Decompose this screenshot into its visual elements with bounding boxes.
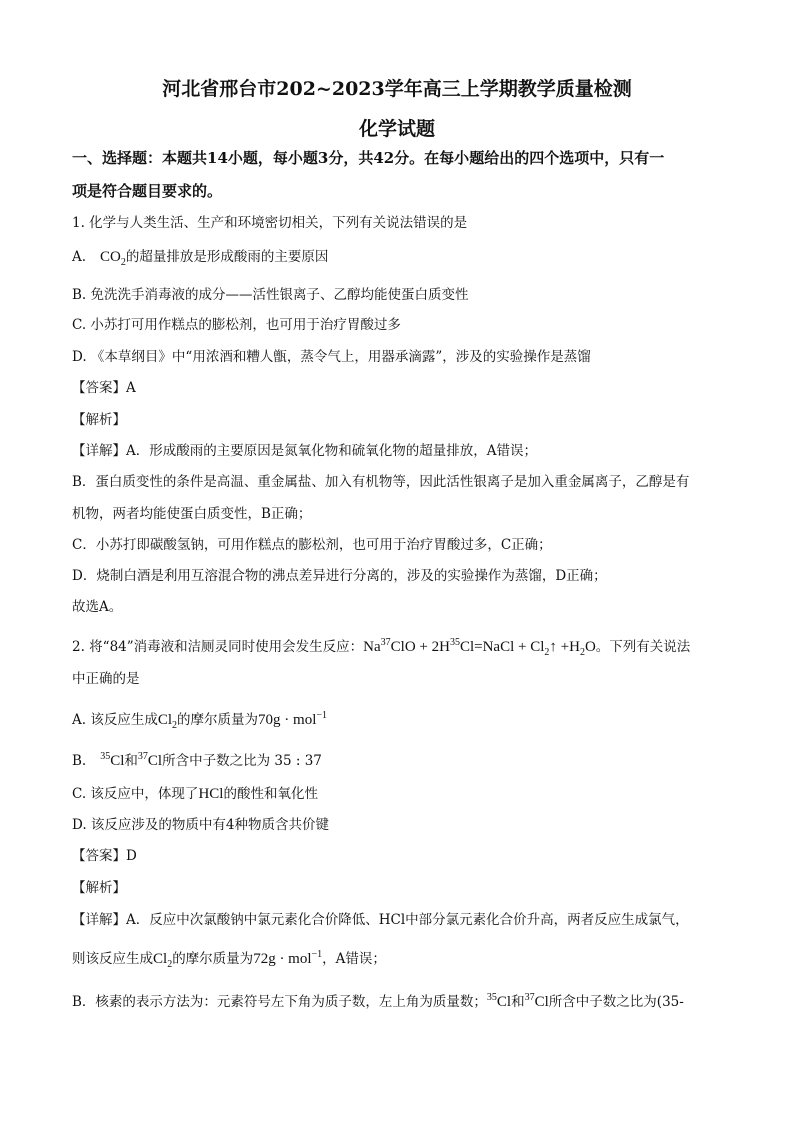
q1-option-a-formula — [100, 249, 126, 268]
eq-part: ↑ +H — [549, 639, 580, 655]
q2-detail-3-prefix: B．核素的表示方法为：元素符号左下角为质子数，左上角为质量数； — [72, 994, 487, 1010]
q2-detail-2 — [72, 945, 724, 975]
q1-stem: 1. 化学与人类生活、生产和环境密切相关，下列有关说法错误的是 — [72, 215, 468, 231]
q2-answer: 【答案】D — [72, 848, 137, 864]
q2-option-a-value — [258, 712, 327, 728]
eq-part: Na — [363, 639, 381, 655]
value-superscript: −1 — [311, 949, 323, 960]
isotope-symbol: Cl — [147, 753, 163, 769]
q2-option-c — [72, 784, 724, 804]
q2-option-b-isotope2 — [138, 753, 162, 769]
q1-option-c: C. 小苏打可用作糕点的膨松剂，也可用于治疗胃酸过多 — [72, 317, 401, 333]
q2-option-c-formula: HCl — [198, 786, 224, 802]
q2-analysis-label: 【解析】 — [72, 880, 126, 896]
eq-subscript: 2 — [579, 647, 585, 658]
q2-detail-2-prefix: 则该反应生成 — [72, 951, 153, 967]
value-superscript: −1 — [316, 710, 328, 721]
q2-option-c-prefix: C. 该反应中，体现了 — [72, 786, 199, 802]
eq-part: ClO + 2H — [390, 639, 450, 655]
q2-option-a-mid: 的摩尔质量为 — [177, 712, 259, 728]
isotope-mass: 35 — [486, 992, 497, 1003]
q2-option-b-label: B. — [72, 753, 87, 769]
q1-answer: 【答案】A — [72, 380, 136, 396]
document-title: 河北省邢台市202~2023学年高三上学期教学质量检测 — [162, 78, 632, 100]
q2-option-b-text: 所含中子数之比为 35 : 37 — [162, 753, 322, 769]
q2-option-b-mid: 和 — [124, 753, 138, 769]
q1-detail-1: 【详解】A．形成酸雨的主要原因是氮氧化物和硫氧化物的超量排放，A错误； — [72, 443, 537, 459]
eq-superscript: 37 — [380, 637, 391, 648]
q2-option-c-text: 的酸性和氧化性 — [223, 786, 318, 802]
formula-text: Cl — [157, 712, 173, 728]
q2-equation — [363, 637, 596, 658]
isotope-mass: 35 — [100, 751, 111, 762]
q2-detail-2-formula — [153, 951, 173, 970]
q2-stem-line2: 中正确的是 — [72, 671, 140, 687]
q2-stem-suffix: 。下列有关说法 — [595, 639, 691, 655]
value-text: 72g · mol — [253, 951, 312, 967]
q2-option-a-formula — [157, 712, 178, 731]
q1-detail-3: C．小苏打即碳酸氢钠，可用作糕点的膨松剂，也可用于治疗胃酸过多，C正确； — [72, 537, 552, 553]
q2-detail-3-isotope1 — [487, 994, 511, 1010]
q2-detail-2-mid: 的摩尔质量为 — [172, 951, 254, 967]
eq-part: Cl=NaCl + Cl — [459, 639, 545, 655]
q1-detail-4: D．烧制白酒是利用互溶混合物的沸点差异进行分离的，涉及的实验操作为蒸馏，D正确； — [72, 568, 607, 584]
q1-detail-2b: 机物，两者均能使蛋白质变性，B正确； — [72, 506, 312, 522]
isotope-symbol: Cl — [496, 994, 512, 1010]
q2-detail-3-mid: 和 — [511, 994, 525, 1010]
q2-detail-2-value — [253, 951, 322, 967]
isotope-symbol: Cl — [110, 753, 125, 769]
q1-option-a-text: 的超量排放是形成酸雨的主要原因 — [125, 249, 329, 265]
eq-part: O — [584, 639, 596, 655]
q2-detail-3-suffix: 所含中子数之比为(35- — [548, 994, 684, 1010]
section-heading-line1: 一、选择题：本题共14小题，每小题3分，共42分。在每小题给出的四个选项中，只有一 — [72, 149, 665, 167]
q2-stem-prefix: 2. 将“84”消毒液和洁厕灵同时使用会发生反应： — [72, 639, 364, 655]
formula-subscript: 2 — [120, 257, 126, 268]
value-text: 70g · mol — [258, 712, 317, 728]
eq-subscript: 2 — [544, 647, 550, 658]
section-heading-line2: 项是符合题目要求的。 — [72, 182, 223, 200]
isotope-mass: 37 — [524, 992, 535, 1003]
q1-option-a — [72, 247, 724, 273]
q2-stem — [72, 633, 724, 663]
q2-detail-1: 【详解】A．反应中次氯酸钠中氯元素化合价降低、HCl中部分氯元素化合价升高，两者反应生成氯气， — [72, 912, 689, 928]
q1-analysis-label: 【解析】 — [72, 412, 126, 428]
q2-option-b-isotope1 — [100, 753, 124, 769]
eq-superscript: 35 — [449, 637, 460, 648]
q2-detail-3 — [72, 988, 724, 1012]
q2-detail-3-isotope2 — [525, 994, 549, 1010]
q1-option-a-label: A. — [72, 249, 87, 265]
q1-option-b: B. 免洗洗手消毒液的成分——活性银离子、乙醇均能使蛋白质变性 — [72, 287, 469, 303]
formula-subscript: 2 — [172, 720, 178, 731]
q2-option-a-text: A. 该反应生成 — [72, 712, 158, 728]
q2-option-b — [72, 747, 724, 771]
q1-conclusion: 故选A。 — [72, 599, 123, 615]
formula-text: CO — [100, 249, 121, 265]
isotope-symbol: Cl — [534, 994, 549, 1010]
formula-subscript: 2 — [167, 959, 173, 970]
isotope-mass: 37 — [137, 751, 148, 762]
q2-option-d: D. 该反应涉及的物质中有4种物质含共价键 — [72, 817, 330, 833]
q2-detail-2-suffix: ，A错误； — [322, 951, 386, 967]
document-subtitle: 化学试题 — [358, 118, 435, 140]
formula-text: Cl — [153, 951, 168, 967]
q2-option-a — [72, 706, 724, 736]
q1-option-d: D. 《本草纲目》中“用浓酒和糟人甑，蒸令气上，用器承滴露”，涉及的实验操作是蒸馏 — [72, 349, 591, 365]
q1-detail-2a: B．蛋白质变性的条件是高温、重金属盐、加入有机物等，因此活性银离子是加入重金属离子，乙醇是有 — [72, 474, 690, 490]
